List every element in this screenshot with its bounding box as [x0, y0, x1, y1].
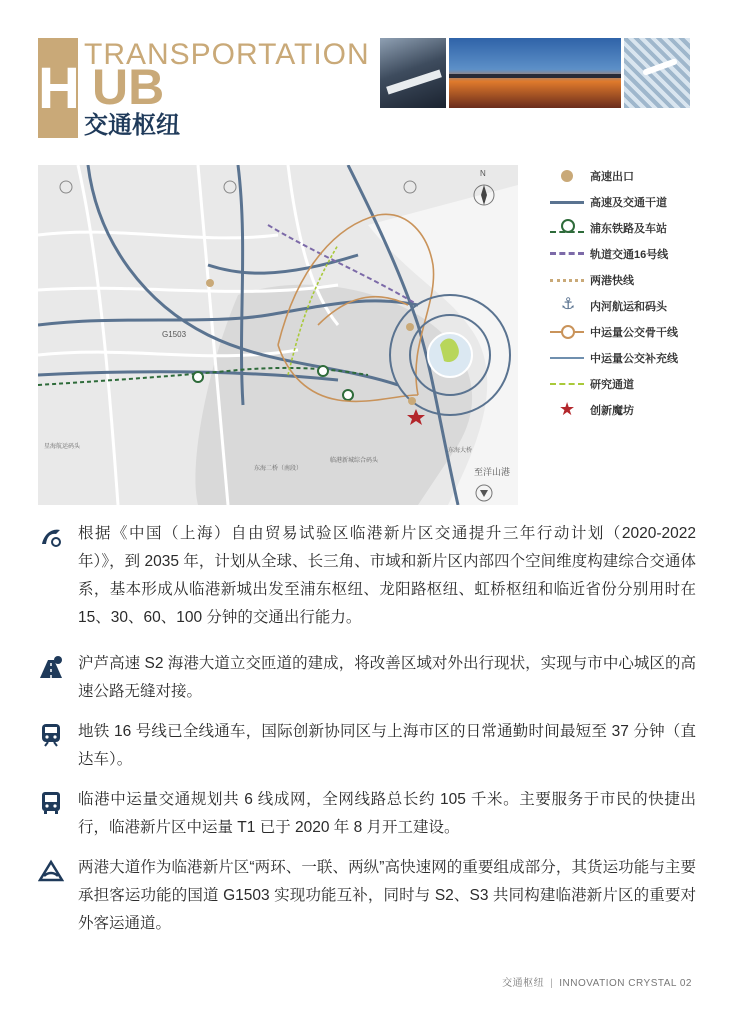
footer-separator: | [550, 978, 554, 989]
star-icon: ★ [559, 399, 576, 419]
legend-label: 研究通道 [590, 379, 634, 391]
road-network-icon [38, 858, 64, 884]
anchor-icon: ⚓ [561, 296, 576, 313]
legend-item-tram-main [550, 321, 720, 343]
map-label-yangshan: 至洋山港 [474, 467, 511, 477]
footer-brand: INNOVATION CRYSTAL 02 [559, 978, 692, 989]
map-label-ferry: 星海航运码头 [44, 444, 81, 450]
map-label-compass: N [480, 169, 486, 178]
highway-exit-icon [550, 165, 584, 187]
footer-section: 交通枢纽 [502, 978, 545, 989]
title-transportation: TRANSPORTATION [84, 38, 370, 71]
legend-item-research [550, 373, 720, 395]
express-line-icon [550, 269, 584, 291]
legend-item-highway-exit [550, 165, 720, 187]
legend-item-creative [550, 399, 720, 421]
railway-station-icon [550, 217, 584, 239]
legend-label: 轨道交通16号线 [590, 249, 669, 261]
legend-label: 中运量公交补充线 [590, 353, 678, 365]
paragraph-bus [38, 786, 698, 842]
legend-label: 两港快线 [590, 275, 634, 287]
research-channel-icon [550, 373, 584, 395]
paragraph-plan [38, 520, 698, 632]
map-label-bridge: 东海大桥 [448, 448, 473, 454]
paragraph-highway [38, 650, 698, 706]
header-photo-strip [380, 38, 690, 108]
legend-item-metro16 [550, 243, 720, 265]
legend-label: 高速及交通干道 [590, 197, 667, 209]
legend-item-waterway [550, 295, 720, 317]
page-footer [0, 974, 692, 989]
paragraph-road-network [38, 854, 698, 938]
bridge-photo [449, 38, 621, 108]
page-header [0, 0, 730, 150]
title-chinese: 交通枢纽 [84, 112, 180, 139]
map-svg [38, 165, 518, 505]
metro-icon [38, 722, 64, 748]
tram-supplement-line-icon [550, 347, 584, 369]
paragraph-text: 根据《中国（上海）自由贸易试验区临港新片区交通提升三年行动计划（2020-2022 年）》，到 2035 年，计划从全球、长三角、市域和新片区内部四个空间维度构建综合交通体系，基本形成从临港新城出发至浦东枢纽、龙阳路枢纽、虹桥枢纽和临近省份分别用时在 15、30、60、100 分钟的交通出行能力。 [78, 525, 696, 626]
legend-label: 中运量公交骨干线 [590, 327, 678, 339]
title-h-letter: H [38, 56, 78, 121]
map-label-g1: 东海二桥（南段） [254, 466, 303, 472]
legend-item-highway [550, 191, 720, 213]
transport-map [38, 165, 518, 505]
train-photo [380, 38, 446, 108]
legend-label: 内河航运和码头 [590, 301, 667, 313]
paragraph-text: 两港大道作为临港新片区“两环、一联、两纵”高快速网的重要组成部分，其货运功能与主要承担客运功能的国道 G1503 实现功能互补，同时与 S2、S3 共同构建临港新片区的重要对外客运通道。 [78, 859, 696, 932]
tram-main-line-icon [550, 321, 584, 343]
legend-item-express [550, 269, 720, 291]
legend-label: 浦东铁路及车站 [590, 223, 667, 235]
bus-icon [38, 790, 64, 816]
legend-item-railway [550, 217, 720, 239]
legend-label: 创新魔坊 [590, 405, 634, 417]
paragraph-metro [38, 718, 698, 774]
metro-line-icon [550, 243, 584, 265]
map-label-g1503: G1503 [162, 330, 187, 339]
airplane-photo [624, 38, 690, 108]
highway-icon [38, 654, 64, 680]
legend-item-tram-supplement [550, 347, 720, 369]
paragraph-text: 地铁 16 号线已全线通车，国际创新协同区与上海市区的日常通勤时间最短至 37 分钟（直达车）。 [78, 723, 696, 768]
paragraph-text: 临港中运量交通规划共 6 线成网，全网线路总长约 105 千米。主要服务于市民的快捷出行，临港新片区中运量 T1 已于 2020 年 8 月开工建设。 [78, 791, 696, 836]
title-hub-rest: UB [92, 59, 165, 115]
paragraph-text: 沪芦高速 S2 海港大道立交匝道的建成，将改善区域对外出行现状，实现与市中心城区的高速公路无缝对接。 [78, 655, 696, 700]
legend-label: 高速出口 [590, 171, 634, 183]
map-label-g2: 临港新城综合码头 [330, 458, 379, 464]
transport-hub-icon [38, 524, 64, 550]
highway-line-icon [550, 191, 584, 213]
